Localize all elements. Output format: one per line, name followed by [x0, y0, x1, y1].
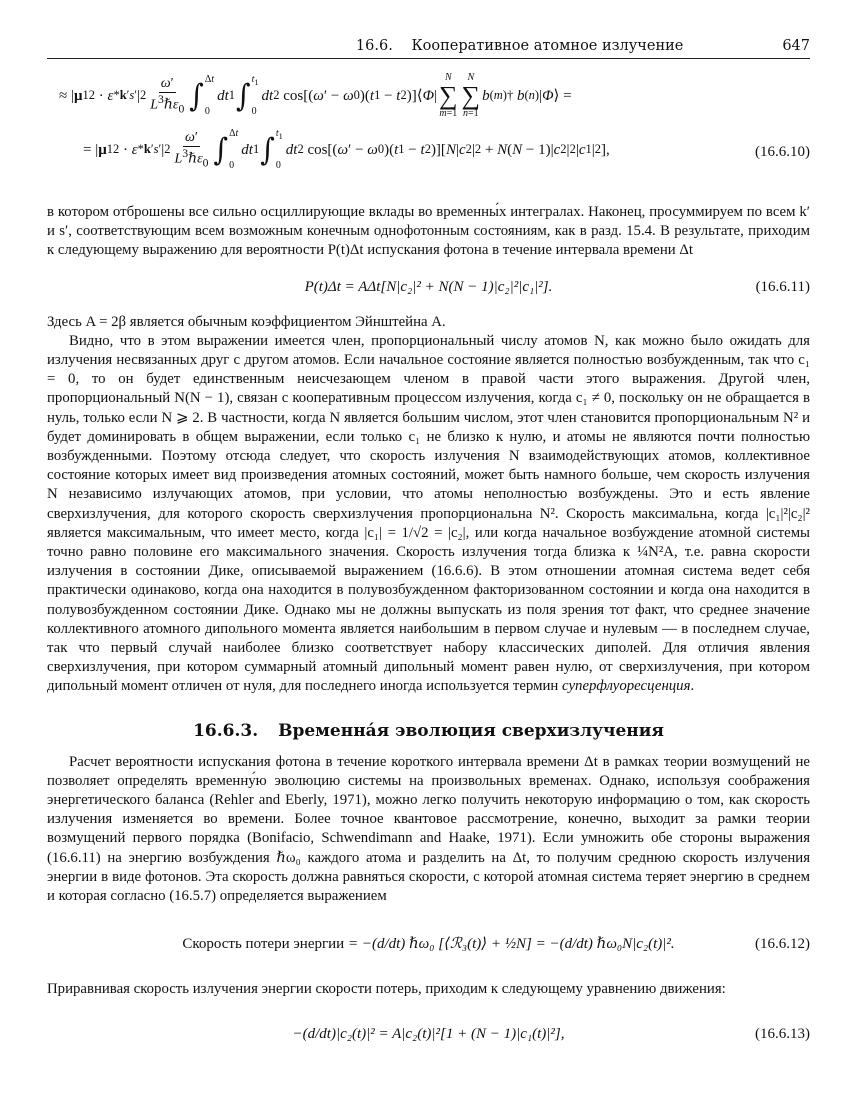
- paragraph-5: Приравнивая скорость излучения энергии скорости потерь, приходим к следующему уравнению движения:: [47, 981, 726, 998]
- page-number: 647: [782, 38, 810, 54]
- page: [47, 38, 810, 1054]
- header-section-title: Кооперативное атомное излучение: [411, 38, 684, 54]
- paragraph-3-text: Видно, что в этом выражении имеется член, пропорциональный числу атомов N, как можно было ожидать для излучения несвязанных друг с другом атомов. Если начальное состояние является полностью возбужденным, так что c₁ = 0, то он будет единственным неисчезающем членом в правой части этого выражения. Другой член, пропорциональный N(N − 1), связан с кооперативным процессом излучения, когда c₁ ≠ 0, поскольку он не обращается в нуль, только если N ⩾ 2. В частности, когда N является большим числом, этот член становится пропорциональным N² и будет доминировать в общем выражении, если только c₁ не близко к нулю, и атомы не являются почти полностью возбужденными. Поэтому отсюда следует, что скорость излучения N взаимодействующих атомов, коллективное состояние которых имеет вид произведения атомных состояний, может быть намного больше, чем скорость излучения N независимо излучающих атомов, при условии, что атомы неполностью возбуждены. Это и есть явление сверхизлучения, для которого скорость сверхизлучения пропорциональна N². Скорость максимальна, когда |c₁|²|c₂|² является максимальным, что имеет место, когда |c₁| = 1/√2 = |c₂|, или когда начальное возбуждение атомной системы точно равно половине его максимального значения. Скорость излучения тогда близка к ¼N²A, т.е. равна скорости излучения в состоянии Дике, описываемой выражением (16.6.6). В этом отношении атомная система ведет себя практически одинаково, когда она находится в полувозбужденном факторизованном состоянии и когда она находится в полувозбужденном состоянии Дике. Однако мы не должны выпускать из поля зрения тот факт, что среднее значение коллективного атомного дипольного момента является наибольшим в первом случае и нулевым — в последнем случае, так что первый случай наиболее близко соответствует набору классических диполей. Для отличия явления сверхизлучения, при котором суммарный атомный дипольный момент равен нулю, от сверхизлучения, при котором дипольный момент отличен от нуля, для последнего иногда используется термин: [47, 332, 810, 695]
- equation-16-6-13: [47, 1014, 810, 1054]
- equation-16-6-10: [47, 73, 810, 181]
- running-title: [107, 38, 782, 54]
- equation-16-6-13-text: −(d/dt)|c₂(t)|² = A|c₂(t)|²[1 + (N − 1)|c₁(t)|²],: [292, 1025, 565, 1042]
- equation-16-6-12-text: = −(d/dt) ℏω₀ [⟨ℛ₃(t)⟩ + ½N] = −(d/dt) ℏω₀N|c₂(t)|².: [347, 936, 675, 953]
- equation-16-6-12-label: Скорость потери энергии: [182, 936, 345, 953]
- header-section-number: 16.6.: [355, 38, 393, 54]
- equation-16-6-10-line1: ≈ | μ 12 · ε * k′s′ | 2 $\frac{\omega'}{L^3\hbar\varepsilon_0}$ ∫ Δt 0 dt 1 ∫ $t_1$ 0 dt 2 cos[( ω ′ − ω 0 )( t 1 − t 2 )]⟨ Φ | N ∑ m=1 N ∑ n=1 b (m)† b (n) | Φ ⟩ =: [59, 72, 572, 119]
- equation-16-6-11-number: (16.6.11): [755, 278, 810, 295]
- paragraph-3: Видно, что в этом выражении имеется член, пропорциональный числу атомов N, как можно было ожидать для излучения несвязанных друг с другом атомов. Если начальное состояние является полностью возбужденным, так что c₁ = 0, то он будет единственным неисчезающем членом в правой части этого выражения. Другой член, пропорциональный N(N − 1), связан с кооперативным процессом излучения, когда c₁ ≠ 0, поскольку он не обращается в нуль, только если N ⩾ 2. В частности, когда N является большим числом, этот член становится пропорциональным N² и будет доминировать в общем выражении, если только c₁ не близко к нулю, и атомы не являются почти полностью возбужденными. Поэтому отсюда следует, что скорость излучения N взаимодействующих атомов, коллективное состояние которых имеет вид произведения атомных состояний, может быть намного больше, чем скорость излучения N независимо излучающих атомов, при условии, что атомы неполностью возбуждены. Это и есть явление сверхизлучения, для которого скорость сверхизлучения пропорциональна N². Скорость максимальна, когда |c₁|²|c₂|² является максимальным, что имеет место, когда |c₁| = 1/√2 = |c₂|, или когда начальное возбуждение атомной системы точно равно половине его максимального значения. Скорость излучения тогда близка к ¼N²A, т.е. равна скорости излучения в состоянии Дике, описываемой выражением (16.6.6). В этом отношении атомная система ведет себя практически одинаково, когда она находится в полувозбужденном факторизованном состоянии и когда она находится в полувозбужденном состоянии Дике. Однако мы не должны выпускать из поля зрения тот факт, что среднее значение коллективного атомного дипольного момента является наибольшим в первом случае и нулевым — в последнем случае, так что первый случай наиболее близко соответствует набору классических диполей. Для отличия явления сверхизлучения, при котором суммарный атомный дипольный момент равен нулю, от сверхизлучения, при котором дипольный момент отличен от нуля, для последнего иногда используется термин суперфлуоресценция.: [47, 332, 810, 695]
- paragraph-1: в котором отброшены все сильно осциллирующие вклады во временны́х интегралах. Наконец, просуммируем по всем k′ и s′, соответствующим всем возможным конечным однофотонным состояниям, как в разд. 15.4. В результате, приходим к следующему выражению для вероятности P(t)Δt испускания фотона в течение интервала времени Δt: [47, 204, 810, 259]
- running-header: [47, 38, 810, 59]
- section-heading: [47, 721, 810, 741]
- equation-16-6-11: [47, 273, 810, 301]
- equation-16-6-10-number: (16.6.10): [755, 144, 810, 160]
- equation-16-6-11-text: P(t)Δt = AΔt[N|c₂|² + N(N − 1)|c₂|²|c₁|²].: [304, 278, 553, 295]
- section-heading-title: Временна́я эволюция сверхизлучения: [278, 720, 664, 741]
- equation-16-6-12-number: (16.6.12): [755, 936, 810, 953]
- paragraph-4: Расчет вероятности испускания фотона в течение короткого интервала времени Δt в рамках теории возмущений не позволяет определять временну́ю эволюцию системы на произвольных временах. Однако, используя соображения энергетического баланса (Rehler and Eberly, 1971), можно легко получить некоторую информацию о том, как скорость излучения изменяется во времени. Более точное квантовое рассмотрение, конечно, выходит за рамки теории возмущений первого порядка (Bonifacio, Schwendimann and Haake, 1971). Если умножить обе стороны выражения (16.6.11) на энергию возбуждения ℏω₀ каждого атома и разделить на Δt, то получим среднюю скорость излучения энергии в виде фотонов. Эта скорость должна равняться скорости, с которой атомная система теряет энергию в среднем и которая согласно (16.5.7) определяется выражением: [47, 753, 810, 905]
- paragraph-2: Здесь A = 2β является обычным коэффициентом Эйнштейна A.: [47, 313, 446, 330]
- equation-16-6-10-line2: = | μ 12 · ε * k′s′ | 2 $\frac{\omega'}{L^3\hbar\varepsilon_0}$ ∫ Δt 0 dt 1 ∫ $t_1$ 0 dt 2 cos[( ω ′ − ω 0 )( t 1 − t 2 )][ N | c 2 | 2 + N ( N − 1)| c 2 | 2 | c 1 | 2 ],: [83, 128, 610, 171]
- equation-16-6-12: [47, 922, 810, 966]
- equation-16-6-13-number: (16.6.13): [755, 1025, 810, 1042]
- term-superfluorescence: суперфлуоресценция: [562, 678, 691, 695]
- section-heading-number: 16.6.3.: [193, 720, 259, 741]
